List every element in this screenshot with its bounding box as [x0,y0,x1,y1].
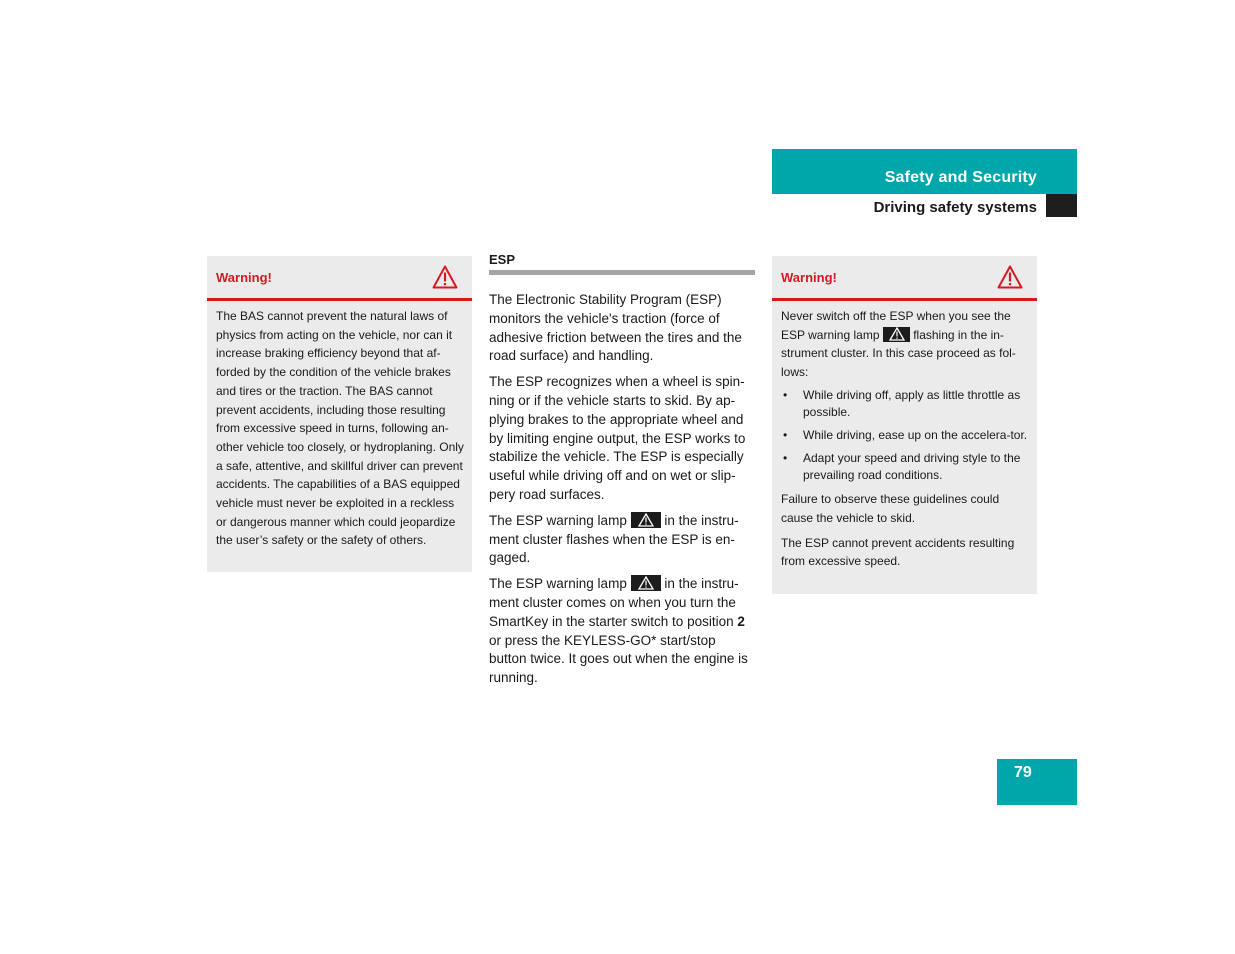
esp-warning-lamp-icon [631,575,661,591]
warning-label: Warning! [216,270,272,285]
warning-intro [781,307,1029,381]
esp-paragraph-4 [489,575,755,688]
esp-warning-lamp-icon [631,512,661,528]
list-item [781,387,1029,421]
bullet-dot: • [783,428,788,443]
bas-warning-box [207,256,472,572]
esp-section [489,252,755,688]
guidelines-list [781,387,1029,484]
warning-intro-after: flashing in the in-strument cluster. In this case proceed as fol-lows: [781,327,1016,379]
warning-label: Warning! [781,270,837,285]
section-header-bar [772,149,1077,194]
esp-paragraph-3 [489,512,755,568]
esp-paragraph-1: The Electronic Stability Program (ESP) monitors the vehicle's traction (force of adhesive friction between the tires and the road surface) and handling. [489,292,742,364]
warning-triangle-icon [997,265,1023,289]
esp-warning-box [772,256,1037,594]
warning-note-2: The ESP cannot prevent accidents resulting from excessive speed. [781,535,1015,569]
warning-note-1: Failure to observe these guidelines could cause the vehicle to skid. [781,492,1000,525]
esp-p4-before: The ESP warning lamp [489,576,627,592]
esp-paragraph-2: The ESP recognizes when a wheel is spin-ning or if the vehicle starts to skid. By ap-plying brakes to the appropriate wheel and by limiting engine output, the ESP works to stabilize the vehicle. The ESP is especially useful while driving off and on wet or slip-pery road surfaces. [489,374,746,502]
esp-p4-bold: 2 [737,613,745,629]
list-item-text: While driving, ease up on the accelera-tor. [803,428,1028,443]
warning-triangle-icon [432,265,458,289]
esp-p3-after: in the instru-ment cluster flashes when the ESP is en-gaged. [489,512,739,566]
warning-intro-before: Never switch off the ESP when you see the ESP warning lamp [781,309,1011,342]
esp-p3-before: The ESP warning lamp [489,512,627,528]
warning-text: The BAS cannot prevent the natural laws of physics from acting on the vehicle, nor can it increase braking efficiency beyond that af-forded by the condition of the vehicle brakes and tires or the traction. The BAS cannot prevent accidents, including those resulting from excessive speed in turns, following an-other vehicle too closely, or hydroplaning. Only a safe, attentive, and skillful driver can prevent accidents. The capabilities of a BAS equipped vehicle must never be exploited in a reckless or dangerous manner which could jeopardize the user’s safety or the safety of others. [216,309,464,548]
list-item-text: Adapt your speed and driving style to the prevailing road conditions. [803,451,1021,483]
subsection-title: Driving safety systems [873,199,1037,216]
list-item [781,450,1029,484]
esp-warning-lamp-icon [883,327,910,342]
list-item [781,427,1029,444]
bullet-dot: • [783,388,788,403]
subsection-marker [1046,194,1077,217]
esp-heading: ESP [489,252,755,275]
warning-header [772,256,1037,301]
section-title: Safety and Security [884,169,1037,186]
esp-p4-after: or press the KEYLESS-GO* start/stop button twice. It goes out when the engine is running. [489,632,748,686]
warning-header [207,256,472,301]
esp-p4-mid: in the instru-ment cluster comes on when you turn the SmartKey in the starter switch to position [489,576,739,629]
list-item-text: While driving off, apply as little throttle as possible. [803,388,1021,420]
page-number-box [997,759,1077,805]
bullet-dot: • [783,451,788,466]
page-number: 79 [1014,764,1032,781]
